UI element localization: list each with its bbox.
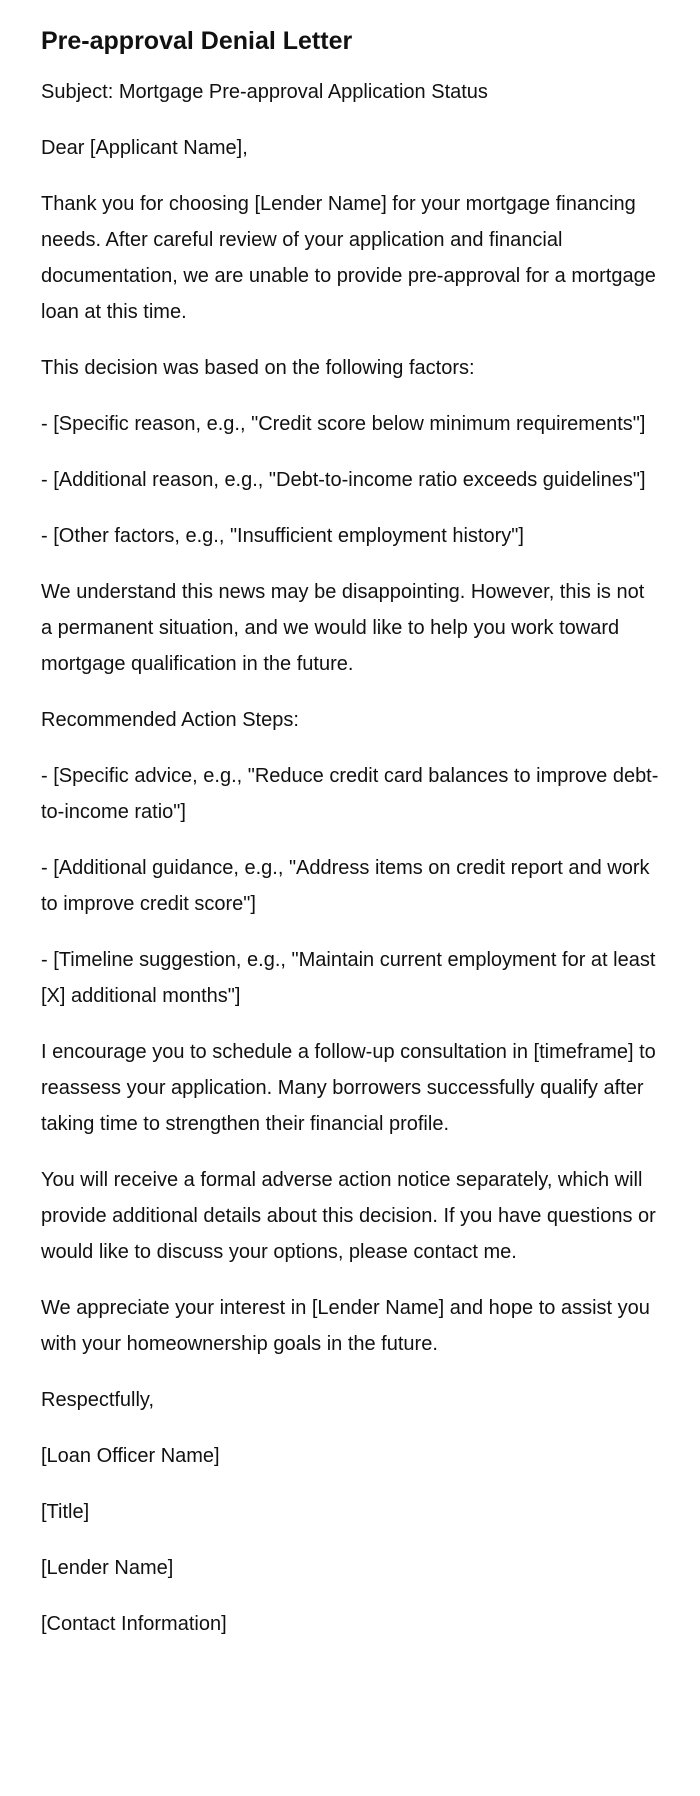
- action-step-item: - [Additional guidance, e.g., "Address items on credit report and work to improve credit score"]: [41, 857, 650, 915]
- sign-off: Respectfully,: [41, 1389, 155, 1411]
- consultation-paragraph: I encourage you to schedule a follow-up consultation in [timeframe] to reassess your application. Many borrowers successfully qualify after taking time to strengthen their financial profile.: [41, 1041, 656, 1135]
- signature-lender: [Lender Name]: [41, 1557, 174, 1579]
- understanding-paragraph: We understand this news may be disappointing. However, this is not a permanent situation, and we would like to help you work toward mortgage qualification in the future.: [41, 581, 645, 675]
- salutation: Dear [Applicant Name],: [41, 137, 248, 159]
- subject-line: Subject: Mortgage Pre-approval Application Status: [41, 81, 488, 103]
- intro-paragraph: Thank you for choosing [Lender Name] for your mortgage financing needs. After careful review of your application and financial documentation, we are unable to provide pre-approval for a mortgage loan at this time.: [41, 193, 656, 323]
- closing-paragraph: We appreciate your interest in [Lender Name] and hope to assist you with your homeownership goals in the future.: [41, 1297, 650, 1355]
- notice-paragraph: You will receive a formal adverse action notice separately, which will provide additional details about this decision. If you have questions or would like to discuss your options, please contact me.: [41, 1169, 656, 1263]
- action-step-item: - [Specific advice, e.g., "Reduce credit card balances to improve debt-to-income ratio"]: [41, 765, 659, 823]
- factor-item: - [Additional reason, e.g., "Debt-to-income ratio exceeds guidelines"]: [41, 469, 646, 491]
- action-steps-heading: Recommended Action Steps:: [41, 709, 299, 731]
- document-title: Pre-approval Denial Letter: [41, 27, 353, 55]
- signature-contact: [Contact Information]: [41, 1613, 227, 1635]
- factor-item: - [Specific reason, e.g., "Credit score below minimum requirements"]: [41, 413, 646, 435]
- factor-item: - [Other factors, e.g., "Insufficient employment history"]: [41, 525, 524, 547]
- factors-heading: This decision was based on the following factors:: [41, 357, 475, 379]
- signature-title: [Title]: [41, 1501, 90, 1523]
- signature-name: [Loan Officer Name]: [41, 1445, 220, 1467]
- action-step-item: - [Timeline suggestion, e.g., "Maintain current employment for at least [X] additional months"]: [41, 949, 656, 1007]
